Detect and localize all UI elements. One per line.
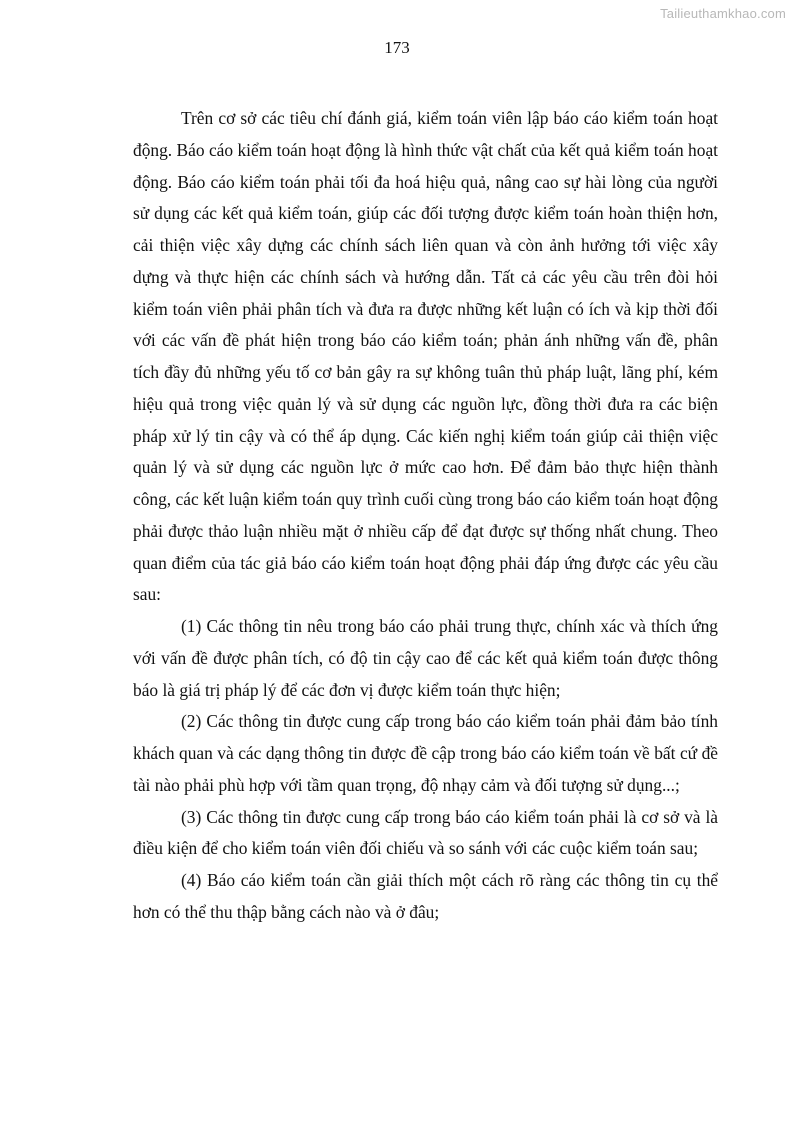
requirement-item-1: (1) Các thông tin nêu trong báo cáo phải trung thực, chính xác và thích ứng với vấn đề được phân tích, có độ tin cậy cao để các kết quả kiểm toán được thông báo là giá trị pháp lý để các đơn vị được kiểm toán thực hiện; (133, 616, 718, 700)
paragraph-intro: Trên cơ sở các tiêu chí đánh giá, kiểm toán viên lập báo cáo kiểm toán hoạt động. Báo cáo kiểm toán hoạt động là hình thức vật chất của kết quả kiểm toán hoạt động. Báo cáo kiểm toán phải tối đa hoá hiệu quả, nâng cao sự hài lòng của người sử dụng các kết quả kiểm toán, giúp các đối tượng được kiểm toán hoàn thiện hơn, cải thiện việc xây dựng các chính sách liên quan và còn ảnh hưởng tới việc xây dựng và thực hiện các chính sách và hướng dẫn. Tất cả các yêu cầu trên đòi hỏi kiểm toán viên phải phân tích và đưa ra được những kết luận có ích và kịp thời đối với các vấn đề phát hiện trong báo cáo kiểm toán; phản ánh những vấn đề, phân tích đầy đủ những yếu tố cơ bản gây ra sự không tuân thủ pháp luật, lãng phí, kém hiệu quả trong việc quản lý và sử dụng các nguồn lực, đồng thời đưa ra các biện pháp xử lý tin cậy và có thể áp dụng. Các kiến nghị kiểm toán giúp cải thiện việc quản lý và sử dụng các nguồn lực ở mức cao hơn. Để đảm bảo thực hiện thành công, các kết luận kiểm toán quy trình cuối cùng trong báo cáo kiểm toán hoạt động phải được thảo luận nhiều mặt ở nhiều cấp để đạt được sự thống nhất chung. Theo quan điểm của tác giả báo cáo kiểm toán hoạt động phải đáp ứng được các yêu cầu sau: (133, 108, 718, 605)
page-number: 173 (384, 38, 410, 57)
requirement-item-4: (4) Báo cáo kiểm toán cần giải thích một cách rõ ràng các thông tin cụ thể hơn có thể thu thập bằng cách nào và ở đâu; (133, 870, 718, 922)
document-body (133, 103, 718, 929)
requirement-item-3: (3) Các thông tin được cung cấp trong báo cáo kiểm toán phải là cơ sở và là điều kiện để cho kiểm toán viên đối chiếu và so sánh với các cuộc kiểm toán sau; (133, 806, 718, 859)
requirement-item-2: (2) Các thông tin được cung cấp trong báo cáo kiểm toán phải đảm bảo tính khách quan và các dạng thông tin được đề cập trong báo cáo kiểm toán về bất cứ đề tài nào phải phù hợp với tầm quan trọng, độ nhạy cảm và đối tượng sử dụng...; (133, 711, 718, 795)
watermark: Tailieuthamkhao.com (660, 6, 786, 21)
